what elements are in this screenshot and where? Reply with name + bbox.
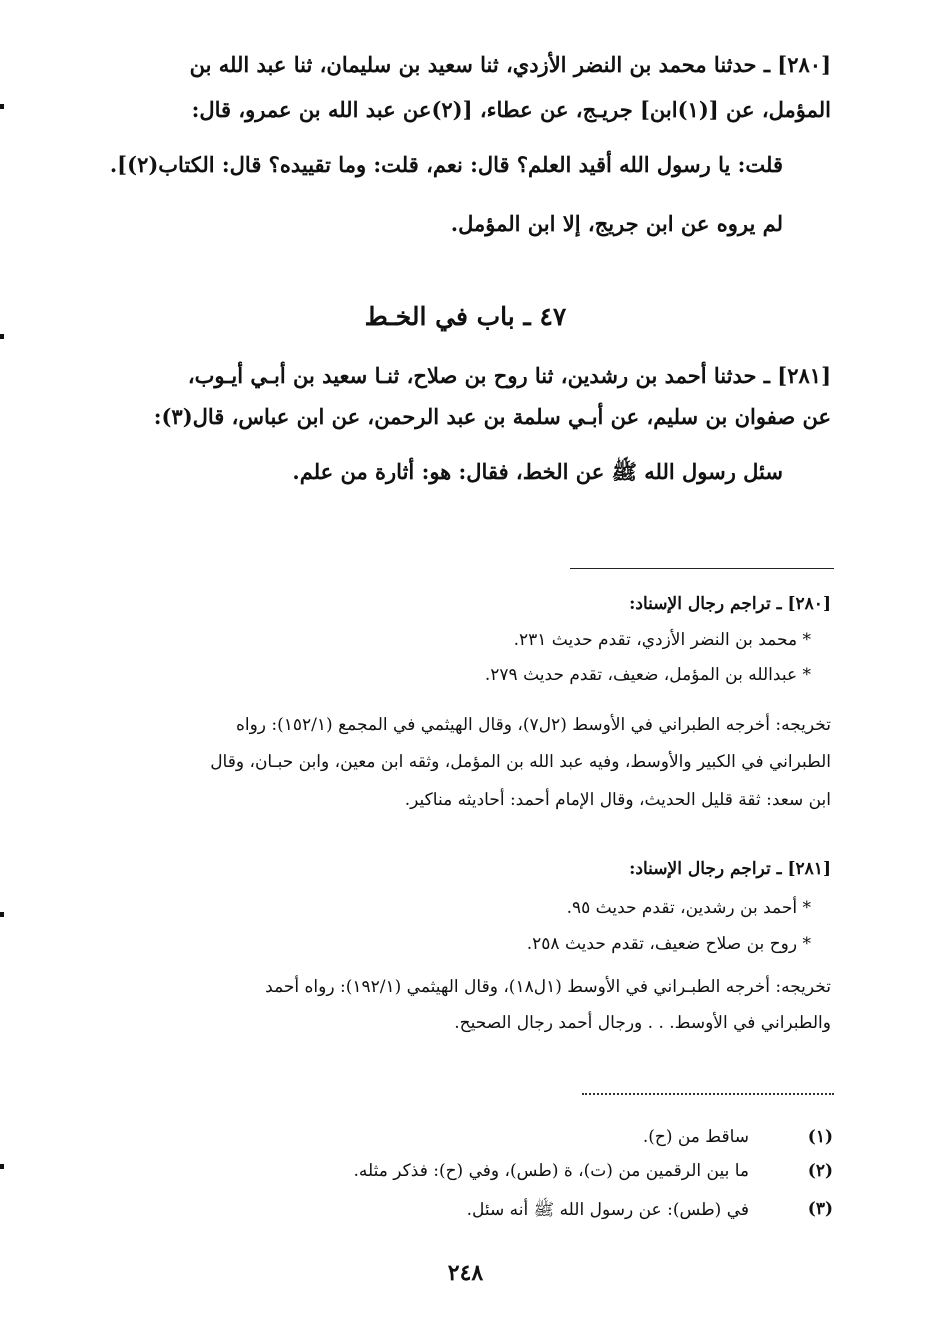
- footnote-separator-rule: [570, 568, 834, 569]
- commentary-281-header: [٢٨١] ـ تراجم رجال الإسناد:: [629, 859, 831, 879]
- commentary-280-bullet: * عبدالله بن المؤمل، ضعيف، تقدم حديث ٢٧٩.: [484, 665, 811, 685]
- hadith-281-isnad-line-2: عن صفوان بن سليم، عن أبـي سلمة بن عبد الرحمن، عن ابن عباس، قال(٣):: [153, 404, 831, 429]
- commentary-281-takhrij-line: والطبراني في الأوسط. . . ورجال أحمد رجال الصحيح.: [454, 1013, 831, 1033]
- commentary-280-header: [٢٨٠] ـ تراجم رجال الإسناد:: [629, 594, 831, 614]
- footnotes-dotted-separator: [582, 1093, 834, 1095]
- footnote-text: ما بين الرقمين من (ت)، ة (طس)، وفي (ح): فذكر مثله.: [353, 1161, 749, 1181]
- page-number: ٢٤٨: [447, 1260, 484, 1286]
- chapter-heading: ٤٧ ـ باب في الخـط: [364, 302, 567, 331]
- commentary-280-takhrij-line: الطبراني في الكبير والأوسط، وفيه عبد الله بن المؤمل، وثقه ابن معين، وابن حبـان، وقال: [210, 752, 831, 772]
- hadith-281-isnad-line-1: [٢٨١] ـ حدثنا أحمد بن رشدين، ثنا روح بن صلاح، ثنـا سعيد بن أبـي أيـوب،: [187, 363, 831, 388]
- scan-edge-mark: [0, 1164, 4, 1169]
- footnote-number: (١): [807, 1127, 833, 1147]
- footnote-text: في (طس): عن رسول الله ﷺ أنه سئل.: [466, 1200, 749, 1220]
- commentary-281-bullet: * روح بن صلاح ضعيف، تقدم حديث ٢٥٨.: [526, 934, 811, 954]
- footnote-number: (٢): [807, 1161, 833, 1181]
- commentary-280-takhrij-line: ابن سعد: ثقة قليل الحديث، وقال الإمام أحمد: أحاديثه مناكير.: [404, 790, 831, 810]
- commentary-281-takhrij-line: تخريجه: أخرجه الطبـراني في الأوسط (١ل١٨)، وقال الهيثمي (١٩٢/١): رواه أحمد: [265, 977, 831, 997]
- scan-edge-mark: [0, 912, 4, 917]
- commentary-280-takhrij-line: تخريجه: أخرجه الطبراني في الأوسط (٢ل٧)، وقال الهيثمي في المجمع (١٥٢/١): رواه: [235, 715, 831, 735]
- footnote-number: (٣): [807, 1199, 833, 1219]
- hadith-280-isnad-line-2: المؤمل، عن [(١)ابن] جريـج، عن عطاء، [(٢)عن عبد الله بن عمرو، قال:: [191, 97, 831, 122]
- hadith-280-isnad-line-1: [٢٨٠] ـ حدثنا محمد بن النضر الأزدي، ثنا سعيد بن سليمان، ثنا عبد الله بن: [189, 52, 831, 77]
- hadith-280-comment: لم يروه عن ابن جريج، إلا ابن المؤمل.: [450, 211, 783, 236]
- scan-edge-mark: [0, 104, 4, 109]
- commentary-280-bullet: * محمد بن النضر الأزدي، تقدم حديث ٢٣١.: [513, 630, 811, 650]
- scan-edge-mark: [0, 334, 4, 339]
- commentary-281-bullet: * أحمد بن رشدين، تقدم حديث ٩٥.: [566, 898, 811, 918]
- hadith-280-text: قلت: يا رسول الله أقيد العلم؟ قال: نعم، قلت: وما تقييده؟ قال: الكتاب(٢)].: [109, 152, 783, 177]
- hadith-281-text: سئل رسول الله ﷺ عن الخط، فقال: هو: أثارة من علم.: [292, 459, 783, 484]
- footnote-text: ساقط من (ح).: [642, 1127, 749, 1147]
